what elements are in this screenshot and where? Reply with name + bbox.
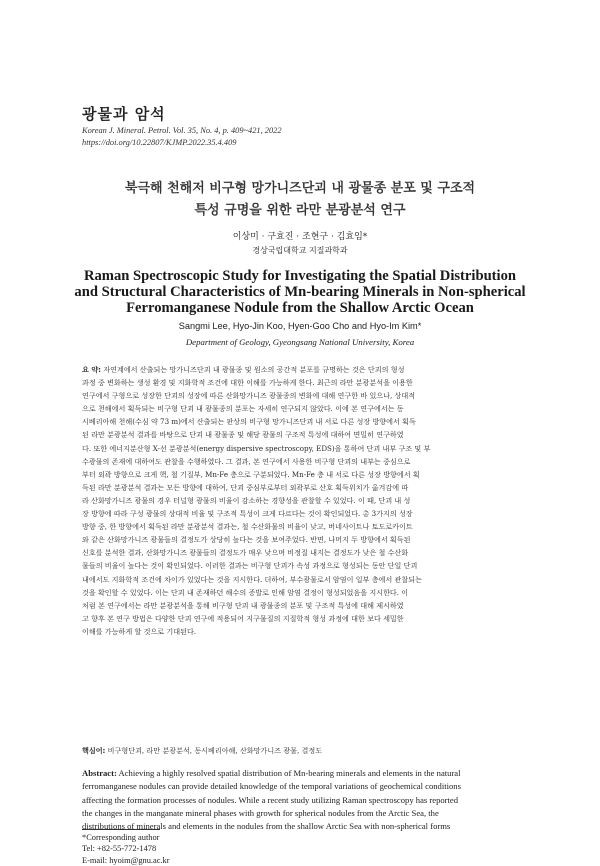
english-title	[0, 268, 600, 316]
korean-abstract-line: 부터 외곽 방향으로 크게 핵, 철 기질부, Mn-Fe 층으로 구분되었다. Mn-Fe 층 내 서로 다른 성장 방향에서 획	[82, 469, 420, 479]
english-title-line-2: and Structural Characteristics of Mn-bearing Minerals in Non-spherical	[74, 284, 526, 300]
journal-doi[interactable]: https://doi.org/10.22807/KJMP.2022.35.4.409	[82, 138, 237, 147]
footnote-email[interactable]: E-mail: hyoim@gnu.ac.kr	[82, 855, 170, 865]
korean-abstract-line: 내에서도 지화학적 조건에 차이가 있었다는 것을 지시한다. 더하여, 부수광물로서 암염이 일부 층에서 관찰되는	[82, 574, 422, 584]
korean-abstract-line: 다. 또한 에너지분산형 X-선 분광분석(energy dispersive spectroscopy, EDS)을 통하여 단괴 내부 구조 및 부	[82, 443, 431, 453]
korean-authors: 이상미 · 구효진 · 조현구 · 김효임*	[232, 232, 368, 242]
corresponding-author-footnote	[82, 832, 170, 866]
english-title-line-1: Raman Spectroscopic Study for Investigating the Spatial Distribution	[83, 268, 517, 284]
english-abstract-line: affecting the formation processes of nodules. While a recent study utilizing Raman spectroscopy has reported	[82, 794, 459, 805]
korean-title-line-1: 북극해 천해저 비구형 망가니즈단괴 내 광물종 분포 및 구조적	[124, 181, 476, 196]
korean-abstract-line: 물들의 비율이 높다는 것이 확인되었다. 이러한 결과는 비구형 단괴가 속성 과정으로 형성되는 동안 단일 단괴	[82, 561, 418, 571]
korean-title	[0, 178, 600, 222]
footnote-tel: Tel: +82-55-772-1478	[82, 844, 157, 854]
korean-abstract-line: 장 방향에 따라 구성 광물의 상대적 비율 및 구조적 특성이 크게 다르다는 것이 확인되었다. 총 3가지의 성장	[82, 509, 413, 519]
korean-abstract-line: 득된 라만 분광분석 결과는 모든 방향에 대하여, 단괴 중심부로부터 외곽부로 산호 획득위치가 옮겨감에 따	[82, 482, 409, 492]
korean-keywords-text: 비구형단괴, 라만 분광분석, 동시베리아해, 산화망가니즈 광물, 결정도	[105, 746, 323, 755]
korean-abstract-line: 시베리아해 천해(수심 약 73 m)에서 산출되는 판상의 비구형 망가니즈단괴 내 서로 다른 성장 방향에서 획득	[82, 417, 416, 427]
korean-abstract-label: 요 약:	[82, 365, 102, 374]
korean-abstract-line: 수광물의 존재에 대하여도 관찰을 수행하였다. 그 결과, 본 연구에서 사용한 비구형 단괴의 내부는 중심으로	[82, 456, 411, 466]
korean-abstract-line: 라 산화망가니즈 광물의 경우 터널형 광물의 비율이 감소하는 경향성을 관찰할 수 있었다. 이 때, 단괴 내 성	[82, 495, 411, 505]
english-abstract-line: Abstract: Achieving a highly resolved spatial distribution of Mn-bearing minerals and elements in the natural	[82, 768, 461, 778]
korean-abstract	[82, 363, 518, 638]
english-abstract-line: distributions of minerals and elements in the nodules from the shallow Arctic Sea with non-spherical forms	[82, 821, 451, 832]
korean-abstract-line: 으로 천해에서 획득되는 비구형 단괴 내 광물종의 분포는 자세히 연구되지 않았다. 이에 본 연구에서는 동	[82, 404, 404, 414]
korean-abstract-line: 것을 확인할 수 있었다. 이는 단괴 내 존재하던 해수의 증발로 인해 암염 결정이 형성되었음을 지시한다. 이	[82, 587, 409, 597]
korean-abstract-line: 와 같은 산화망가니즈 광물들의 결정도가 상당히 높다는 것을 보여주었다. 반면, 나머지 두 방향에서 획득된	[82, 535, 411, 545]
english-authors: Sangmi Lee, Hyo-Jin Koo, Hyen-Goo Cho and Hyo-Im Kim*	[178, 321, 422, 331]
english-affiliation: Department of Geology, Gyeongsang National University, Korea	[185, 337, 415, 347]
korean-abstract-line: 신호를 분석한 결과, 산화망가니즈 광물들의 결정도가 매우 낮으며 비정질 내지는 결정도가 낮은 철 수산화	[82, 548, 409, 558]
english-abstract	[82, 767, 518, 833]
korean-abstract-line: 연구에서 구형으로 성장한 단괴의 성장에 따른 산화망가니즈 광물종의 변화에 대해 연구한 바 있으나, 상대적	[82, 391, 416, 401]
journal-citation: Korean J. Mineral. Petrol. Vol. 35, No. 4, p. 409~421, 2022	[82, 126, 282, 135]
korean-keywords	[82, 746, 518, 756]
korean-title-line-2: 특성 규명을 위한 라만 분광분석 연구	[194, 203, 406, 218]
korean-abstract-line: 고 향후 본 연구 방법은 다양한 단괴 연구에 적용되어 지구물질의 지질학적 형성 과정에 대한 보다 세밀한	[82, 613, 404, 623]
journal-title: 광물과 암석	[82, 105, 166, 123]
english-abstract-label: Abstract:	[82, 768, 117, 778]
korean-abstract-line: 된 라만 분광분석 결과를 바탕으로 단괴 내 광물종 및 해당 광물의 구조적 특성에 대하여 면밀히 연구하였	[82, 430, 404, 440]
korean-keywords-label: 핵심어:	[82, 746, 106, 755]
korean-abstract-line: 요 약: 자연계에서 산출되는 망가니즈단괴 내 광물종 및 원소의 공간적 분포를 규명하는 것은 단괴의 형성	[82, 365, 405, 374]
korean-abstract-line: 방향 중, 한 방향에서 획득된 라만 분광분석 결과는, 철 수산화물의 비율이 낮고, 버네사이트나 토도로카이트	[82, 522, 413, 532]
korean-affiliation: 경상국립대학교 지질과학과	[252, 246, 348, 255]
footnote-divider	[82, 829, 160, 830]
english-title-line-3: Ferromanganese Nodule from the Shallow Arctic Ocean	[126, 300, 474, 316]
english-abstract-line: ferromanganese nodules can provide detailed knowledge of the temporal variations of geochemical conditions	[82, 781, 461, 792]
korean-abstract-line: 처럼 본 연구에서는 라만 분광분석을 통해 비구형 단괴 내 광물종의 분포 및 구조적 특성에 대해 제시하였	[82, 600, 404, 610]
korean-abstract-line: 이해를 가능하게 할 것으로 기대된다.	[82, 626, 197, 636]
english-abstract-line: the changes in the manganate mineral phases with growth for spherical nodules from the Arctic Sea, the	[82, 807, 439, 818]
footnote-corresponding: *Corresponding author	[82, 833, 160, 842]
korean-abstract-line: 과정 중 변화하는 생성 환경 및 지화학적 조건에 대한 이해를 가능하게 한다. 최근의 라만 분광분석을 이용한	[82, 378, 413, 388]
journal-citation-block	[82, 125, 282, 149]
